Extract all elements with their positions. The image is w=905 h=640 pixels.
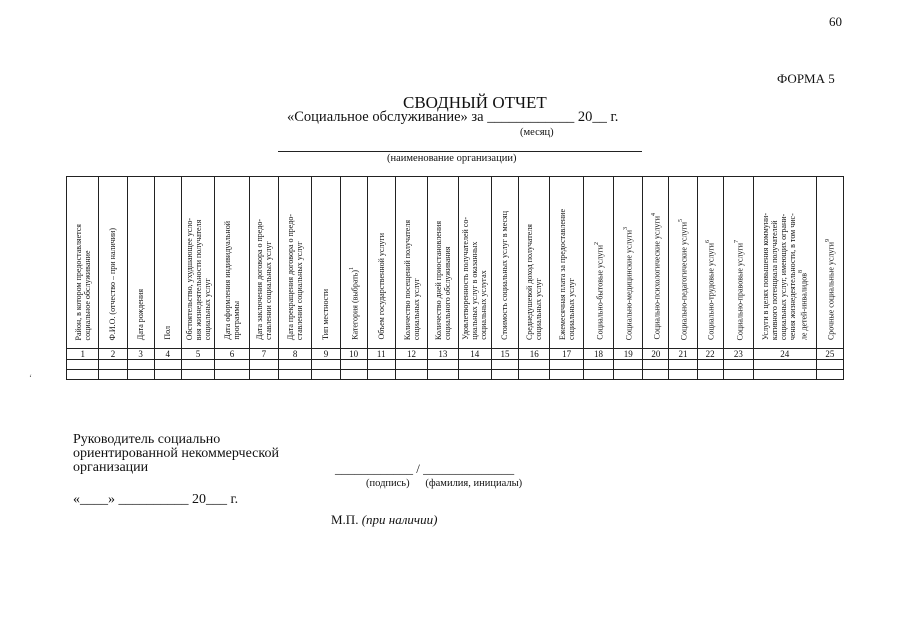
table-cell[interactable] [181,370,214,380]
table-cell[interactable] [249,360,278,370]
column-header [154,177,181,349]
column-header [340,177,367,349]
form-label: ФОРМА 5 [777,71,835,86]
column-number: 4 [154,349,181,360]
organization-hint: (наименование организации) [387,153,517,164]
column-header-text: Обстоятельство, ухудшающее усло- вия жизнедеятельности получателя социальных услуг [184,217,212,340]
page-number: 60 [829,14,842,29]
column-number: 22 [697,349,723,360]
column-header [723,177,753,349]
column-header-text: Социально-педагогические услуги$^5$ [678,218,689,340]
column-header [697,177,723,349]
table-cell[interactable] [278,370,311,380]
month-hint: (месяц) [520,127,554,138]
column-header-text: Дата рождения [136,288,146,340]
table-cell[interactable] [215,360,249,370]
table-cell[interactable] [312,370,340,380]
table-cell[interactable] [753,360,816,370]
table-cell[interactable] [428,360,458,370]
column-header [67,177,99,349]
column-number: 24 [753,349,816,360]
column-header [428,177,458,349]
table-cell[interactable] [154,360,181,370]
column-header-text: Пол [163,326,173,340]
table-cell[interactable] [550,370,583,380]
footnote-mark: 7 [733,239,740,243]
table-row [67,360,844,370]
column-header [278,177,311,349]
column-header [583,177,613,349]
table-cell[interactable] [491,370,518,380]
date-line: «____» __________ 20___ г. [73,492,239,507]
signer-title: Руководитель социально ориентированной некоммерческой организации [73,432,279,475]
table-cell[interactable] [643,360,669,370]
column-header [550,177,583,349]
column-header-text: Количество посещений получателя социальных услуг [402,219,421,340]
table-cell[interactable] [67,370,99,380]
column-header [519,177,550,349]
column-number: 10 [340,349,367,360]
column-number: 19 [614,349,643,360]
column-number: 2 [99,349,127,360]
column-header-text: Среднедушевой доход получателя социальных услуг [525,223,544,340]
column-header [669,177,697,349]
table-cell[interactable] [491,360,518,370]
column-number: 21 [669,349,697,360]
column-number: 7 [249,349,278,360]
column-number: 1 [67,349,99,360]
column-header [99,177,127,349]
column-number: 14 [458,349,491,360]
table-cell[interactable] [583,370,613,380]
column-number: 20 [643,349,669,360]
table-cell[interactable] [669,360,697,370]
table-row [67,370,844,380]
table-cell[interactable] [643,370,669,380]
column-header-text: Срочные социальные услуги$^9$ [824,238,836,340]
table-cell[interactable] [669,370,697,380]
table-cell[interactable] [816,370,843,380]
footnote-mark: 4 [651,213,658,217]
column-header-text: Стоимость социальных услуг в месяц [500,211,510,340]
footnote-mark: 8 [797,269,804,273]
table-cell[interactable] [697,370,723,380]
column-header-text: Объем государственной услуги [376,233,386,340]
column-header [614,177,643,349]
table-cell[interactable] [340,370,367,380]
column-number: 11 [367,349,395,360]
column-header [458,177,491,349]
table-cell[interactable] [697,360,723,370]
stamp-label: М.П. [331,512,362,527]
table-cell[interactable] [99,360,127,370]
column-number: 3 [127,349,154,360]
footnote-mark: 2 [593,242,600,246]
column-number: 15 [491,349,518,360]
column-number: 9 [312,349,340,360]
table-cell[interactable] [340,360,367,370]
table-cell[interactable] [723,370,753,380]
table-cell[interactable] [181,360,214,370]
table-cell[interactable] [127,370,154,380]
table-cell[interactable] [816,360,843,370]
table-cell[interactable] [278,360,311,370]
table-cell[interactable] [458,360,491,370]
column-header-text: Услуги в целях повышения коммуни- кативного потенциала получателей социальных услуг, имеющих ограни- чения жизнедеятельности, в том чис- ле детей-инвалидов$^8$ [760,212,809,340]
column-header-text: Дата оформления индивидуальной программы [222,221,241,340]
column-header [753,177,816,349]
table-cell[interactable] [519,370,550,380]
table-cell[interactable] [395,360,427,370]
stamp-condition: (при наличии) [361,512,438,527]
footnote-mark: 1 [348,267,355,271]
column-number: 5 [181,349,214,360]
table-number-row [67,349,844,360]
table-cell[interactable] [753,370,816,380]
column-header-text: Социально-правовые услуги$^7$ [733,239,745,340]
table-cell[interactable] [519,360,550,370]
column-header [312,177,340,349]
report-subtitle: «Социальное обслуживание» за ____________ 20__ г. [287,109,619,125]
table-cell[interactable] [67,360,99,370]
column-header-text: Социально-психологические услуги$^4$ [651,213,662,340]
column-number: 23 [723,349,753,360]
table-cell[interactable] [249,370,278,380]
column-header-text: Социально-трудовые услуги$^6$ [705,240,716,340]
column-header-text: Район, в котором предоставляется социальное обслуживание [73,223,92,340]
stamp-note [331,512,437,528]
column-number: 25 [816,349,843,360]
report-title: СВОДНЫЙ ОТЧЕТ [403,93,547,112]
column-header-text: Социально-медицинские услуги$^3$ [623,226,635,340]
table-cell[interactable] [367,360,395,370]
footnote-mark: 5 [678,218,685,222]
column-header [181,177,214,349]
table-cell[interactable] [550,360,583,370]
organization-name-line [278,151,642,152]
column-header [127,177,154,349]
margin-mark: ‘ [29,373,32,383]
column-header-text: Тип местности [321,289,331,340]
table-cell[interactable] [428,370,458,380]
column-header [249,177,278,349]
column-header [395,177,427,349]
footnote-mark: 9 [824,238,831,242]
table-cell[interactable] [458,370,491,380]
column-number: 8 [278,349,311,360]
table-cell[interactable] [367,370,395,380]
column-number: 13 [428,349,458,360]
table-cell[interactable] [583,360,613,370]
table-cell[interactable] [723,360,753,370]
table-cell[interactable] [215,370,249,380]
column-number: 18 [583,349,613,360]
column-number: 16 [519,349,550,360]
table-cell[interactable] [614,370,643,380]
column-header-text: Удовлетворенность получателей со- циальных услуг в оказанных социальных услугах [461,217,489,340]
column-header-text: Ежемесячная плата за предоставление социальных услуг [557,209,576,340]
signature-hints: (подпись) (фамилия, инициалы) [366,478,523,489]
column-header-text: Социально-бытовые услуги$^2$ [593,242,605,340]
column-number: 6 [215,349,249,360]
column-header-text: Дата заключения договора о предо- ставлении социальных услуг [254,219,273,340]
table-cell[interactable] [127,360,154,370]
column-header [816,177,843,349]
column-header [643,177,669,349]
signature-lines: ____________ / ______________ [335,461,515,476]
footnote-mark: 3 [623,226,630,230]
column-header [215,177,249,349]
footnote-mark: 6 [705,240,712,244]
column-header-text: Категория (выбрать)$^1$ [348,267,360,340]
column-header-text: Количество дней приостановления социального обслуживания [433,220,452,340]
report-table [66,176,844,380]
column-number: 12 [395,349,427,360]
column-header-text: Дата прекращения договора о предо- ставлении социальных услуг [286,213,305,340]
column-header [367,177,395,349]
column-number: 17 [550,349,583,360]
table-cell[interactable] [99,370,127,380]
table-cell[interactable] [312,360,340,370]
table-cell[interactable] [154,370,181,380]
table-header-row [67,177,844,349]
column-header [491,177,518,349]
table-cell[interactable] [395,370,427,380]
table-cell[interactable] [614,360,643,370]
column-header-text: Ф.И.О. (отчество – при наличии) [108,227,118,340]
